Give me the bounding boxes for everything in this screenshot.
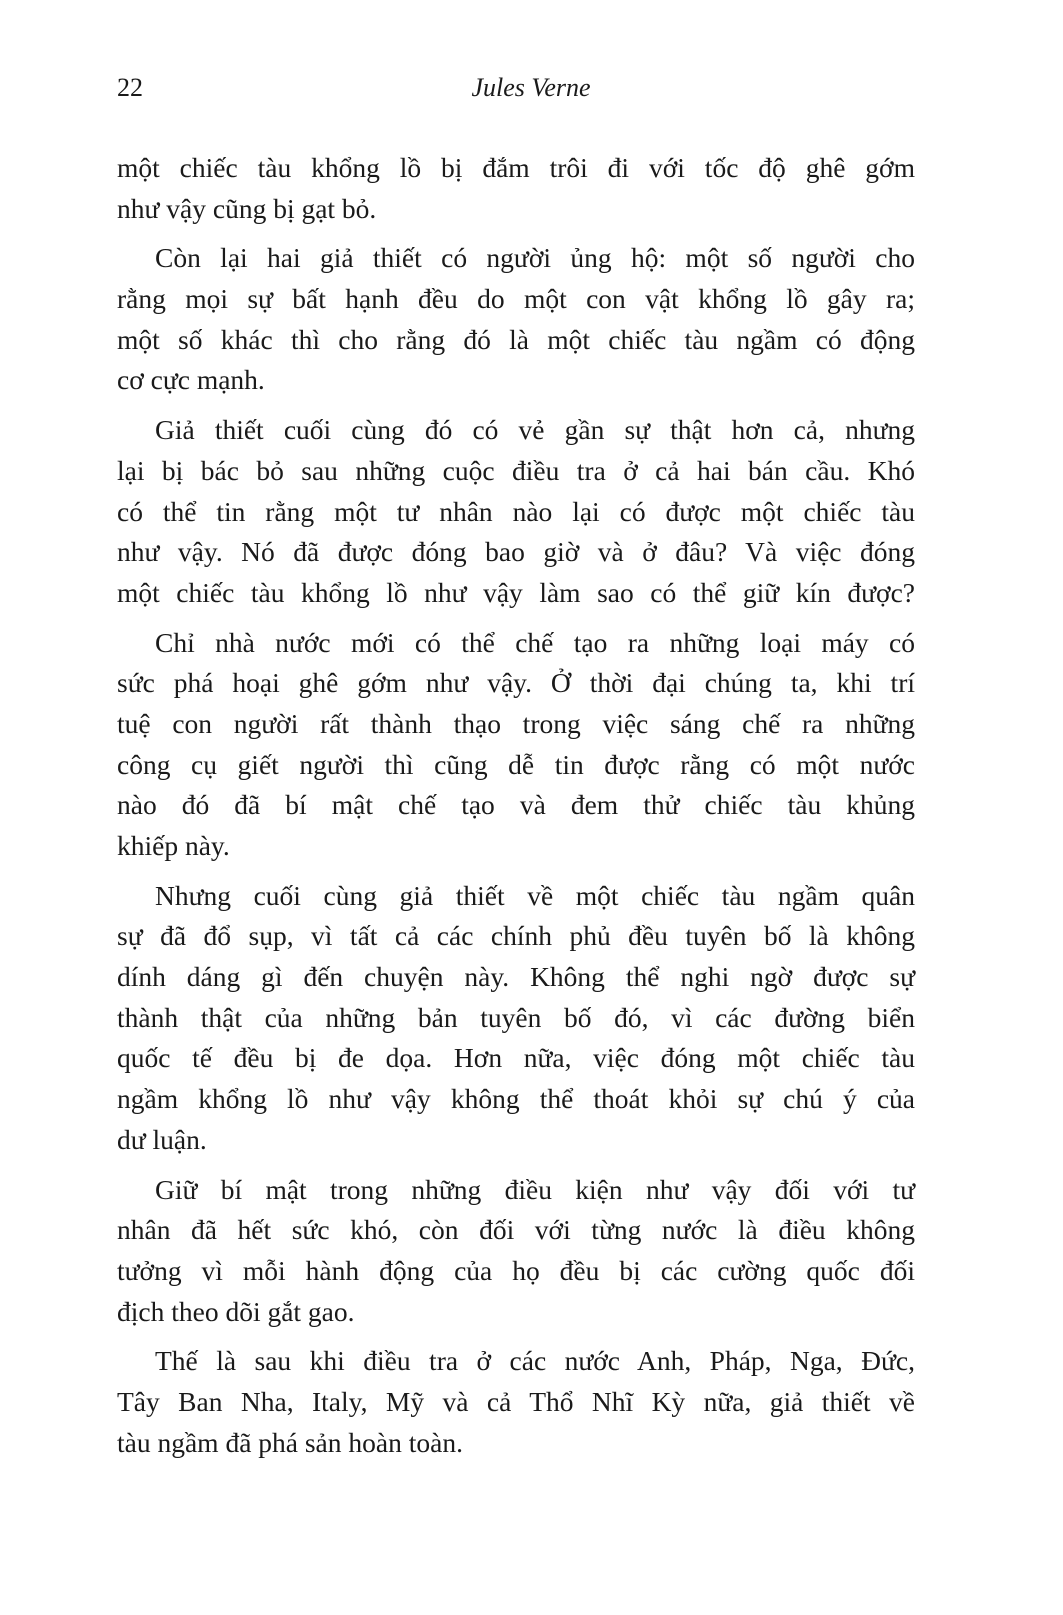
text-line: công cụ giết người thì cũng dễ tin được rằng có một nước (117, 748, 915, 780)
text-line: rằng mọi sự bất hạnh đều do một con vật khổng lồ gây ra; (117, 283, 915, 315)
text-line: lại bị bác bỏ sau những cuộc điều tra ở cả hai bán cầu. Khó (117, 454, 915, 486)
text-line: Giả thiết cuối cùng đó có vẻ gần sự thật hơn cả, nhưng (155, 414, 915, 446)
text-line: nhân đã hết sức khó, còn đối với từng nước là điều không (117, 1214, 915, 1246)
text-line: tưởng vì mỗi hành động của họ đều bị các cường quốc đối (117, 1254, 915, 1286)
paragraph (117, 148, 915, 229)
paragraph (117, 238, 915, 401)
text-line: một số khác thì cho rằng đó là một chiếc tàu ngầm có động (117, 323, 915, 355)
running-header (117, 68, 915, 108)
paragraph (117, 623, 915, 867)
text-line: tuệ con người rất thành thạo trong việc sáng chế ra những (117, 707, 915, 739)
text-line: Giữ bí mật trong những điều kiện như vậy đối với tư (155, 1173, 915, 1205)
text-line: khiếp này. (117, 830, 230, 861)
text-line: có thể tin rằng một tư nhân nào lại có được một chiếc tàu (117, 495, 915, 527)
text-line: ngầm khổng lồ như vậy không thể thoát khỏi sự chú ý của (117, 1083, 915, 1115)
body-text (117, 148, 915, 1472)
text-line: Chỉ nhà nước mới có thể chế tạo ra những loại máy có (155, 626, 915, 658)
text-line: một chiếc tàu khổng lồ như vậy làm sao có thể giữ kín được? (117, 576, 915, 608)
text-line: dư luận. (117, 1123, 207, 1155)
page-number: 22 (117, 73, 143, 102)
text-line: một chiếc tàu khổng lồ bị đắm trôi đi với tốc độ ghê gớm (117, 152, 915, 183)
text-line: địch theo dõi gắt gao. (117, 1295, 355, 1327)
text-line: như vậy cũng bị gạt bỏ. (117, 192, 377, 224)
text-line: Nhưng cuối cùng giả thiết về một chiếc tàu ngầm quân (155, 879, 915, 911)
text-line: cơ cực mạnh. (117, 364, 265, 396)
paragraph (117, 410, 915, 613)
text-line: như vậy. Nó đã được đóng bao giờ và ở đâu? Và việc đóng (117, 536, 915, 568)
text-line: dính dáng gì đến chuyện này. Không thể nghi ngờ được sự (117, 961, 915, 993)
paragraph (117, 1341, 915, 1463)
paragraph (117, 1170, 915, 1333)
text-line: quốc tế đều bị đe dọa. Hơn nữa, việc đóng một chiếc tàu (117, 1042, 915, 1074)
paragraph (117, 876, 915, 1161)
text-line: thành thật của những bản tuyên bố đó, vì các đường biển (117, 1001, 915, 1033)
running-head-author: Jules Verne (471, 73, 591, 102)
text-line: Tây Ban Nha, Italy, Mỹ và cả Thổ Nhĩ Kỳ nữa, giả thiết về (117, 1385, 915, 1417)
text-line: Còn lại hai giả thiết có người ủng hộ: một số người cho (155, 242, 915, 274)
text-line: tàu ngầm đã phá sản hoàn toàn. (117, 1426, 463, 1458)
text-line: sức phá hoại ghê gớm như vậy. Ở thời đại chúng ta, khi trí (117, 667, 915, 699)
text-line: Thế là sau khi điều tra ở các nước Anh, Pháp, Nga, Đức, (155, 1345, 915, 1377)
text-line: nào đó đã bí mật chế tạo và đem thử chiếc tàu khủng (117, 789, 915, 821)
text-line: sự đã đổ sụp, vì tất cả các chính phủ đều tuyên bố là không (117, 920, 915, 952)
